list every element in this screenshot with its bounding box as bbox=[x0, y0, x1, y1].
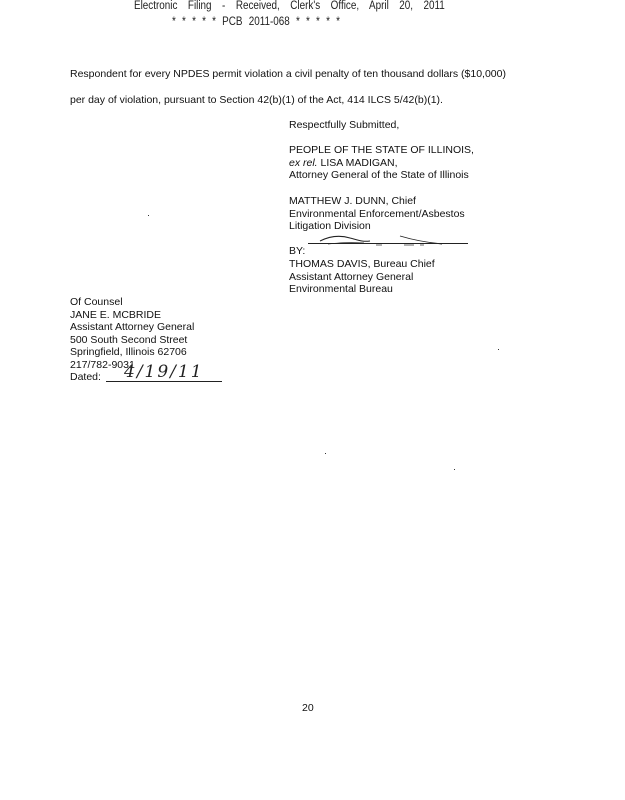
counsel-title: Assistant Attorney General bbox=[70, 321, 195, 333]
scan-speck bbox=[454, 469, 455, 470]
handwritten-date: 4/19/11 bbox=[124, 362, 204, 382]
counsel-block bbox=[70, 296, 194, 371]
counsel-street: 500 South Second Street bbox=[70, 333, 188, 346]
signer-title: Assistant Attorney General bbox=[289, 270, 414, 283]
party-line-2 bbox=[289, 157, 474, 170]
chief-division-1: Environmental Enforcement/Asbestos bbox=[289, 207, 465, 220]
counsel-name: JANE E. MCBRIDE bbox=[70, 308, 162, 321]
party-line-3: Attorney General of the State of Illinois bbox=[289, 169, 469, 181]
page-number: 20 bbox=[302, 702, 314, 714]
filing-stamp-line1: Electronic Filing - Received, Clerk's Office, April 20, 2011 bbox=[134, 0, 445, 12]
scan-speck bbox=[498, 349, 499, 350]
filing-stamp-line2: * * * * * PCB 2011-068 * * * * * bbox=[172, 16, 340, 28]
dated-label: Dated: bbox=[70, 371, 101, 383]
handwritten-signature bbox=[318, 233, 448, 253]
counsel-phone: 217/782-9031 bbox=[70, 358, 135, 371]
signer-block bbox=[289, 258, 435, 296]
paragraph-line-2: per day of violation, pursuant to Section 42(b)(1) of the Act, 414 ILCS 5/42(b)(1). bbox=[70, 94, 443, 106]
ex-rel-text: ex rel. bbox=[289, 156, 318, 169]
scan-speck bbox=[325, 453, 326, 454]
signer-name: THOMAS DAVIS, Bureau Chief bbox=[289, 258, 435, 270]
counsel-label: Of Counsel bbox=[70, 296, 123, 308]
chief-name: MATTHEW J. DUNN, Chief bbox=[289, 195, 416, 207]
attorney-general-name: LISA MADIGAN, bbox=[317, 156, 398, 169]
closing-text: Respectfully Submitted, bbox=[289, 119, 400, 131]
chief-block bbox=[289, 195, 465, 233]
counsel-city: Springfield, Illinois 62706 bbox=[70, 346, 187, 358]
scan-speck bbox=[148, 215, 149, 216]
signer-bureau: Environmental Bureau bbox=[289, 283, 393, 295]
paragraph-line-1: Respondent for every NPDES permit violation a civil penalty of ten thousand dollars ($10,000) bbox=[70, 68, 506, 80]
by-label: BY: bbox=[289, 245, 306, 257]
party-line-1: PEOPLE OF THE STATE OF ILLINOIS, bbox=[289, 144, 474, 156]
party-block bbox=[289, 144, 474, 182]
chief-division-2: Litigation Division bbox=[289, 220, 371, 232]
